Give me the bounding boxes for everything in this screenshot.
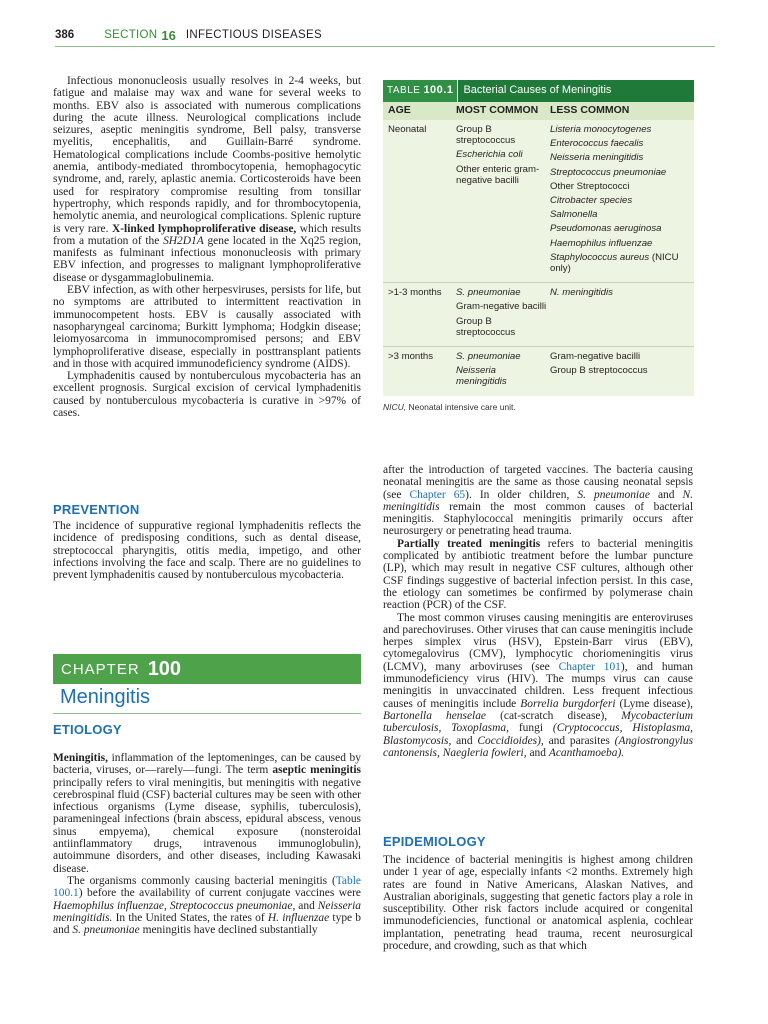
paragraph-ebv: EBV infection, as with other herpesviruses, persists for life, but no symptoms are attributed to intermittent reactivation in immunocompetent hosts. EBV is causally associated with nasopharyngeal carcinoma; Burkitt lymphoma; Hodgkin disease; leiomyosarcoma in immunocompromised persons; and EBV lymphoproliferative disease, especially in posttransplant patients and in those with acquired immunodeficiency syndrome (AIDS).	[53, 284, 361, 370]
organism-item: Salmonella	[550, 209, 598, 221]
table-link[interactable]: Table 100.1	[53, 874, 361, 900]
paragraph-etiology-2: The organisms commonly causing bacterial meningitis (Table 100.1) before the availability of current conjugate vaccines were Haemophilus influenzae, Streptococcus pneumoniae, and Neisseria meningitidis. In the United States, the rates of H. influenzae type b and S. pneumoniae meningitis have declined substantially	[53, 874, 362, 937]
table-footnote: NICU, Neonatal intensive care unit.	[383, 401, 516, 412]
organism-item: Staphylococcus aureus (NICU only)	[550, 251, 679, 275]
paragraph-viruses: The most common viruses causing meningitis are enteroviruses and parechoviruses. Other viruses that can cause meningitis include herpes simplex virus (HSV), Epstein-Barr virus (EBV), cytomegalovirus (CMV), lymphocytic choriomeningitis virus (LCMV), many arboviruses (see Chapter 101), and human immunodeficiency virus (HIV). The mumps virus can cause meningitis in unvaccinated children. Less frequent infectious causes of meningitis include Borrelia burgdorferi (Lyme disease), Bartonella henselae (cat-scratch disease), Mycobacterium tuberculosis, Toxoplasma, fungi (Cryptococcus, Histoplasma, Blastomycosis, and Coccidioides), and parasites (Angiostrongylus cantonensis, Naegleria fowleri, and Acanthamoeba).	[383, 611, 694, 759]
organism-note: (NICU only)	[550, 251, 679, 275]
organism-item: Escherichia coli	[456, 149, 523, 161]
prevention-heading: PREVENTION	[53, 502, 140, 517]
table-title: Bacterial Causes of Meningitis	[463, 84, 612, 97]
organism-item: Listeria monocytogenes	[550, 124, 652, 135]
table-header-row	[383, 102, 694, 120]
etiology-heading: ETIOLOGY	[53, 722, 122, 737]
chapter-65-link[interactable]: Chapter 65	[409, 488, 466, 501]
organism-item: Neisseria meningitidis	[550, 152, 644, 164]
chapter-label: CHAPTER	[61, 660, 140, 678]
organism-item: Gram-negative bacilli	[456, 301, 547, 313]
organism-item: Enterococcus faecalis	[550, 138, 644, 150]
cell-age: >1-3 months	[388, 287, 442, 299]
paragraph-prevention: The incidence of suppurative regional lymphadenitis reflects the incidence of predisposing conditions, such as dental disease, streptococcal pharyngitis, otitis media, impetigo, and other infections involving the face and scalp. There are no guidelines to prevent lymphadenitis caused by nontuberculous mycobacteria.	[53, 520, 361, 582]
epidemiology-section	[383, 854, 693, 952]
chapter-number: 100	[147, 657, 182, 680]
paragraph-vaccines: after the introduction of targeted vaccines. The bacteria causing neonatal meningitis are the same as those causing neonatal sepsis (see Chapter 65). In older children, S. pneumoniae and N. meningitidis remain the most common causes of bacterial meningitis. Staphylococcal meningitis primarily occurs after neurosurgery or penetrating head trauma.	[383, 464, 694, 538]
cell-most-common	[453, 287, 547, 341]
paragraph-epidemiology: The incidence of bacterial meningitis is highest among children under 1 year of age, especially infants <2 months. Extremely high rates are found in Native Americans, Alaskan Natives, and Australian aboriginals, suggesting that genetic factors play a role in susceptibility. Other risk factors include acquired or congenital immunodeficiencies, functional or anatomical asplenia, cochlear implantation, penetrating head trauma, recent neurosurgical procedure, and crowding, such as that which	[383, 854, 693, 953]
chapter-banner	[53, 654, 361, 684]
section-number: 16	[161, 27, 176, 43]
header-age: AGE	[388, 104, 411, 117]
header-less-common: LESS COMMON	[550, 104, 630, 117]
organism-item: Other enteric gram-negative bacilli	[456, 163, 540, 186]
cell-less-common	[547, 287, 694, 341]
organism-item: Haemophilus influenzae	[550, 237, 653, 249]
section-label: SECTION	[104, 29, 158, 41]
organism-item: Streptococcus pneumoniae	[550, 166, 667, 178]
chapter-divider	[53, 713, 361, 714]
paragraph-partially-treated: Partially treated meningitis refers to bacterial meningitis complicated by antibiotic treatment before the lumbar puncture (LP), which may result in negative CSF cultures, although other CSF findings suggestive of bacterial infection persist. In this case, the etiology can sometimes be confirmed by polymerase chain reaction (PCR) of the CSF.	[383, 537, 693, 612]
table-row	[383, 282, 694, 346]
organism-item: Group B streptococcus	[456, 315, 516, 338]
table-label: TABLE	[387, 85, 421, 97]
cell-less-common	[547, 351, 694, 391]
organism-item: Citrobacter species	[550, 195, 633, 207]
cell-age: >3 months	[388, 351, 434, 363]
etiology-section	[53, 752, 361, 936]
table-caption	[383, 80, 694, 102]
running-header	[55, 24, 715, 46]
table-body	[383, 120, 694, 396]
paragraph-etiology-1: Meningitis, inflammation of the leptomeninges, can be caused by bacteria, viruses, or—rarely—fungi. The term aseptic meningitis principally refers to viral meningitis, but meningitis with negative cerebrospinal fluid (CSF) bacterial cultures may be seen with other infectious organisms (Lyme disease, syphilis, tuberculosis), parameningeal infections (brain abscess, epidural abscess, venous sinus empyema), chemical exposure (nonsteroidal antiinflammatory drugs, intravenous immunoglobulin), autoimmune disorders, and other diseases, including Kawasaki disease.	[53, 752, 361, 875]
organism-item: Pseudomonas aeruginosa	[550, 223, 662, 235]
cell-most-common	[453, 124, 547, 277]
table-row	[383, 346, 694, 396]
header-most-common: MOST COMMON	[456, 104, 539, 117]
cell-less-common	[547, 124, 694, 277]
left-column-intro	[53, 75, 361, 419]
section-title: INFECTIOUS DISEASES	[185, 29, 322, 41]
organism-item: Neisseria meningitidis	[456, 365, 507, 388]
meningitis-table	[383, 80, 694, 413]
organism-item: Group B streptococcus	[456, 124, 516, 147]
organism-item: Other Streptococci	[550, 180, 630, 192]
paragraph-lymphadenitis: Lymphadenitis caused by nontuberculous mycobacteria has an excellent prognosis. Surgical excision of cervical lymphadenitis caused by nontuberculous mycobacteria is curative in >97% of cases.	[53, 370, 361, 420]
cell-age: Neonatal	[388, 124, 427, 135]
page-number: 386	[55, 29, 75, 41]
prevention-section	[53, 520, 361, 581]
chapter-title: Meningitis	[60, 686, 151, 708]
header-divider	[55, 46, 715, 47]
cell-most-common	[453, 351, 547, 391]
organism-item: S. pneumoniae	[456, 287, 521, 299]
table-number: 100.1	[423, 84, 454, 97]
organism-item: N. meningitidis	[550, 287, 613, 299]
organism-item: Gram-negative bacilli	[550, 351, 641, 363]
table-row	[383, 120, 694, 282]
chapter-101-link[interactable]: Chapter 101	[558, 660, 621, 673]
organism-item: Group B streptococcus	[550, 365, 648, 377]
right-column-text	[383, 464, 693, 759]
organism-item: S. pneumoniae	[456, 351, 521, 363]
epidemiology-heading: EPIDEMIOLOGY	[383, 834, 486, 849]
paragraph-mononucleosis: Infectious mononucleosis usually resolves in 2-4 weeks, but fatigue and malaise may wax and wane for several weeks to months. EBV also is associated with numerous complications during the acute illness. Neurological complications include seizures, aseptic meningitis syndrome, Bell palsy, transverse myelitis, encephalitis, and Guillain-Barré syndrome. Hematological complications include Coombs-positive hemolytic anemia, antibody-mediated thrombocytopenia, hemophagocytic syndrome, and, rarely, aplastic anemia. Corticosteroids have been used for respiratory compromise resulting from tonsillar hypertrophy, which responds rapidly, and for thrombocytopenia, hemolytic anemia, and neurological complications. Splenic rupture is very rare. X-linked lymphoproliferative disease, which results from a mutation of the SH2D1A gene located in the Xq25 region, manifests as fulminant infectious mononucleosis with primary EBV infection, and progresses to malignant lymphoproliferative disease or dysgammaglobulinemia.	[53, 75, 362, 284]
